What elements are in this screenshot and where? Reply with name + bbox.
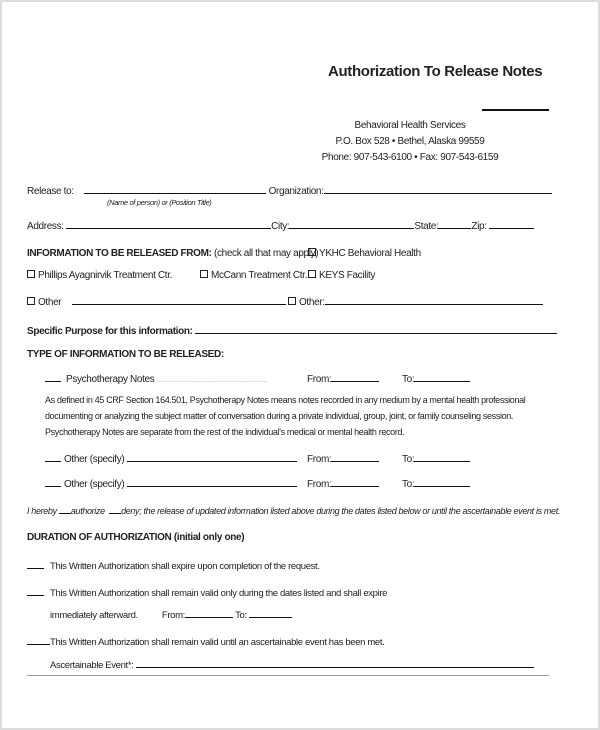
other-initial-field[interactable] (45, 476, 61, 487)
bottom-rule (27, 675, 549, 676)
type-heading: TYPE OF INFORMATION TO BE RELEASED: (27, 349, 224, 360)
psych-to-date[interactable] (414, 371, 470, 382)
org-address: P.O. Box 528 • Bethel, Alaska 99559 (335, 136, 485, 147)
release-to-field[interactable] (84, 183, 266, 194)
org-phone: Phone: 907-543-6100 • Fax: 907-543-6159 (321, 152, 499, 163)
psych-label: Psychotherapy Notes (66, 374, 155, 385)
duration-option-1: This Written Authorization shall expire upon completion of the request. (50, 561, 320, 572)
authorize-text: the release of updated information listed above during the dates listed below or until the ascertainable event is met. (143, 506, 560, 516)
checkbox-icon[interactable] (308, 270, 316, 278)
checkbox-keys[interactable] (308, 270, 375, 282)
duration-note: (initial only one) (173, 532, 245, 543)
checkbox-icon[interactable] (27, 297, 35, 305)
option-label: KEYS Facility (319, 270, 376, 281)
authorize-prefix: I hereby (27, 506, 57, 516)
other-2-field[interactable] (325, 294, 543, 305)
page-title: Authorization To Release Notes (328, 63, 543, 80)
form-page: Authorization To Release Notes Behavioral Health Services P.O. Box 528 • Bethel, Alaska 99559 Phone: 907-543-6100 • Fax: 907-543-6159 Release to: Organization: (Name of person) or (Position Title) Address: City: State: Zip: INFORMATION TO BE RELEASED FROM: (check all that may apply) YKHC Behavioral Health Phillips Ayagnirvik Treatment Ctr. McCann Treatment Ctr. KEYS Facility Other Other: Specific Purpose for this information: TYPE OF INFORMATION TO BE RELEASED: Psychotherapy Notes ......................................................... From: To: As defined in 45 CRF Section 164.501, Psychotherapy Notes means notes recorded in any medium by a mental health professional documenting or analyzing the subject matter of conversation during a private individual, group, joint, or family counseling session. Psychotherapy Notes are separate from the rest of the individual's medical or mental health record. Other (specify) From: To: Other (specify) From: To: I hereby authorize deny; the release of updated information listed above during the dates listed below or until the ascertainable event is met. DURATION OF AUTHORIZATION (initial only one) This Written Authorization shall expire upon completion of the request. This Written Authorization shall remain valid only during the dates listed and shall expire immediately afterward. From: To: This Written Authorization shall remain valid until an ascertainable event has been met. Ascertainable Event*: (0, 0, 600, 730)
duration-option-3: This Written Authorization shall remain valid until an ascertainable event has been met. (50, 637, 385, 648)
checkbox-other-2[interactable] (288, 294, 543, 309)
other-to-date[interactable] (414, 476, 470, 487)
checkbox-ykhc[interactable] (308, 248, 421, 260)
other-to-date[interactable] (414, 451, 470, 462)
checkbox-mccann[interactable] (200, 270, 307, 282)
definition-line: As defined in 45 CRF Section 164.501, Psychotherapy Notes means notes recorded in any medium by a mental health professional (45, 395, 526, 405)
from-label: From: (307, 374, 332, 385)
checkbox-icon[interactable] (200, 270, 208, 278)
other-specify-field[interactable] (127, 451, 297, 462)
to-label: To: (235, 610, 247, 621)
psych-from-date[interactable] (331, 371, 379, 382)
checkbox-phillips[interactable] (27, 270, 172, 282)
option-label: Other (38, 297, 62, 308)
other-1-field[interactable] (72, 294, 286, 305)
authorize-initial-field[interactable] (59, 505, 71, 514)
duration-1-initial[interactable] (27, 558, 44, 569)
title-rule (482, 109, 549, 111)
info-from-heading: INFORMATION TO BE RELEASED FROM: (27, 248, 212, 259)
from-label: From: (161, 610, 185, 621)
organization-field[interactable] (324, 183, 552, 194)
address-field[interactable] (66, 218, 271, 229)
authorize-label: authorize (70, 506, 105, 516)
option-label: Other: (299, 297, 325, 308)
duration-3-initial[interactable] (27, 634, 50, 645)
checkbox-icon[interactable] (308, 248, 316, 256)
other-specify-label: Other (specify) (64, 454, 125, 465)
to-label: To: (402, 479, 415, 490)
other-specify-field[interactable] (127, 476, 297, 487)
from-label: From: (307, 479, 332, 490)
zip-label: Zip: (471, 221, 487, 232)
state-label: State: (414, 221, 439, 232)
duration-option-2: This Written Authorization shall remain valid only during the dates listed and shall expire (50, 588, 388, 599)
other-initial-field[interactable] (45, 451, 61, 462)
to-label: To: (402, 374, 415, 385)
ascertainable-event-field[interactable] (136, 657, 534, 668)
from-label: From: (307, 454, 332, 465)
duration-to-date[interactable] (249, 607, 292, 618)
to-label: To: (402, 454, 415, 465)
organization-label: Organization: (268, 186, 324, 197)
definition-line: Psychotherapy Notes are separate from the rest of the individual's medical or mental health record. (45, 427, 405, 437)
definition-line: documenting or analyzing the subject matter of conversation during a private individual, group, joint, or family counseling session. (45, 411, 514, 421)
option-label: YKHC Behavioral Health (319, 248, 421, 259)
other-from-date[interactable] (331, 451, 379, 462)
psych-initial-field[interactable] (45, 371, 61, 382)
address-label: Address: (27, 221, 64, 232)
purpose-field[interactable] (195, 323, 557, 334)
deny-initial-field[interactable] (109, 505, 121, 514)
option-label: Phillips Ayagnirvik Treatment Ctr. (38, 270, 173, 281)
other-from-date[interactable] (331, 476, 379, 487)
info-from-note: (check all that may apply) (213, 248, 319, 259)
duration-heading: DURATION OF AUTHORIZATION (27, 532, 172, 543)
option-label: McCann Treatment Ctr. (211, 270, 308, 281)
duration-option-2-cont: immediately afterward. (50, 610, 138, 621)
release-to-label: Release to: (27, 186, 74, 197)
city-label: City: (271, 221, 290, 232)
other-specify-label: Other (specify) (64, 479, 125, 490)
duration-from-date[interactable] (185, 607, 233, 618)
checkbox-icon[interactable] (27, 270, 35, 278)
duration-2-initial[interactable] (27, 585, 44, 596)
purpose-label: Specific Purpose for this information: (27, 326, 193, 337)
ascertainable-event-label: Ascertainable Event*: (50, 660, 134, 671)
checkbox-other-1[interactable] (27, 294, 286, 309)
city-field[interactable] (289, 218, 414, 229)
deny-label: deny; (121, 506, 142, 516)
zip-field[interactable] (489, 218, 534, 229)
org-name: Behavioral Health Services (354, 120, 466, 131)
release-to-hint: (Name of person) or (Position Title) (107, 198, 212, 207)
state-field[interactable] (438, 218, 471, 229)
checkbox-icon[interactable] (288, 297, 296, 305)
